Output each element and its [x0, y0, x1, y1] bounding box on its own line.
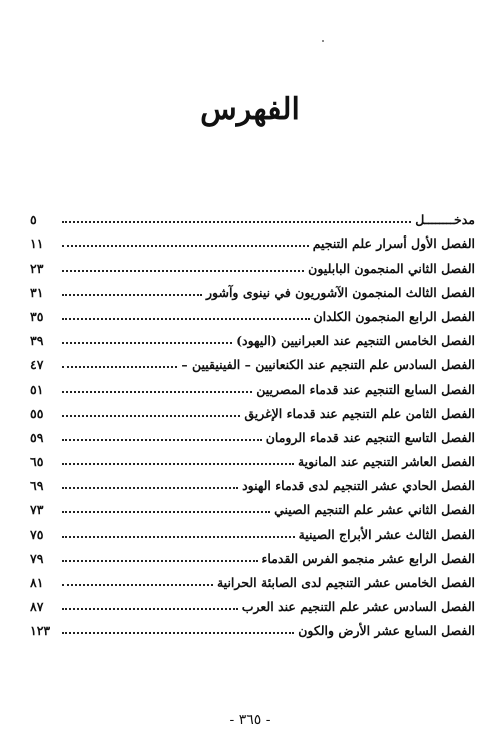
dot-leader	[62, 463, 294, 465]
toc-entry-label: الفصل الثاني عشر علم التنجيم الصيني	[274, 502, 475, 518]
toc-page-number: ٣١	[30, 284, 44, 300]
toc-entry	[30, 301, 475, 325]
toc-page-number: ٤٧	[30, 357, 44, 373]
toc-page-number: ٣٥	[30, 308, 44, 324]
dot-leader	[62, 560, 258, 562]
toc-entry	[30, 277, 475, 301]
dot-leader	[62, 439, 262, 441]
toc-page-number: ٧٣	[30, 502, 44, 518]
toc-page-number: ٢٣	[30, 260, 44, 276]
dot-leader	[62, 487, 238, 489]
toc-entry-label: الفصل الخامس عشر التنجيم لدى الصابئة الحرانية	[216, 575, 475, 590]
toc-entry-label: الفصل السابع عشر الأرض والكون	[298, 623, 475, 639]
dot-leader	[62, 584, 213, 586]
toc-entry	[30, 518, 475, 542]
toc-entry-label: الفصل الرابع عشر منجمو الفرس القدماء	[261, 550, 475, 566]
toc-page-number: ٥١	[30, 381, 44, 397]
toc-entry-label: الفصل الخامس التنجيم عند العبرانيين (اليهود)	[236, 333, 475, 349]
toc-entry	[30, 567, 475, 591]
page-title: الفهرس	[200, 92, 300, 127]
toc-entry-label: الفصل الأول أسرار علم التنجيم	[312, 236, 475, 252]
toc-entry-label: الفصل الحادي عشر التنجيم لدى قدماء الهنود	[242, 478, 475, 494]
table-of-contents	[30, 204, 475, 639]
toc-entry-label: الفصل الثالث عشر الأبراج الصينية	[298, 526, 475, 542]
toc-entry-label: الفصل الثالث المنجمون الآشوريون في نينوى وآشور	[205, 284, 475, 300]
page-number-footer: - ٣٦٥ -	[229, 712, 271, 728]
toc-entry	[30, 615, 475, 639]
dot-leader	[62, 342, 232, 344]
toc-page-number: ٧٥	[30, 526, 44, 542]
toc-entry	[30, 470, 475, 494]
toc-entry	[30, 373, 475, 397]
toc-entry-label: الفصل التاسع التنجيم عند قدماء الرومان	[265, 429, 475, 445]
toc-entry-label: الفصل الثاني المنجمون البابليون	[308, 260, 475, 276]
dot-leader	[62, 366, 177, 368]
toc-entry	[30, 422, 475, 446]
toc-page-number: ٧٩	[30, 550, 44, 566]
toc-entry	[30, 591, 475, 615]
toc-page-number: ٦٩	[30, 478, 44, 494]
dot-leader	[62, 294, 202, 296]
toc-entry	[30, 204, 475, 228]
toc-entry	[30, 446, 475, 470]
toc-entry-label: الفصل العاشر التنجيم عند المانوية	[297, 454, 475, 470]
toc-page-number: ٥	[30, 212, 37, 228]
toc-entry	[30, 252, 475, 276]
toc-page-number: ١١	[30, 236, 44, 252]
dot-leader	[62, 391, 252, 393]
toc-entry-label: الفصل السادس علم التنجيم عند الكنعانيين – الفينيقيين –	[181, 357, 475, 373]
toc-page-number: ٨٧	[30, 599, 44, 615]
toc-page-number: ٥٥	[30, 405, 44, 421]
toc-page-number: ١٢٣	[30, 623, 51, 639]
toc-entry	[30, 543, 475, 567]
toc-page-number: ٣٩	[30, 333, 44, 349]
dot-leader	[62, 245, 309, 247]
toc-entry	[30, 398, 475, 422]
dot-leader	[62, 536, 295, 538]
toc-page-number: ٦٥	[30, 454, 44, 470]
dot-leader	[62, 270, 304, 272]
dot-leader	[62, 608, 238, 610]
toc-entry-label: الفصل الرابع المنجمون الكلدان	[313, 308, 475, 324]
dot-leader	[62, 415, 240, 417]
dot-leader	[62, 511, 270, 513]
dot-leader	[62, 221, 411, 223]
toc-entry	[30, 228, 475, 252]
toc-entry-label: الفصل السادس عشر علم التنجيم عند العرب	[241, 599, 475, 615]
toc-page-number: ٨١	[30, 575, 44, 590]
paper-speck	[322, 40, 324, 42]
toc-page-number: ٥٩	[30, 429, 44, 445]
dot-leader	[62, 632, 294, 634]
toc-entry-label: الفصل السابع التنجيم عند قدماء المصريين	[256, 381, 475, 397]
toc-entry	[30, 325, 475, 349]
toc-entry	[30, 349, 475, 373]
toc-entry	[30, 494, 475, 518]
dot-leader	[62, 318, 310, 320]
toc-entry-label: الفصل الثامن علم التنجيم عند قدماء الإغريق	[244, 405, 475, 421]
toc-entry-label: مدخــــــــل	[415, 212, 475, 228]
